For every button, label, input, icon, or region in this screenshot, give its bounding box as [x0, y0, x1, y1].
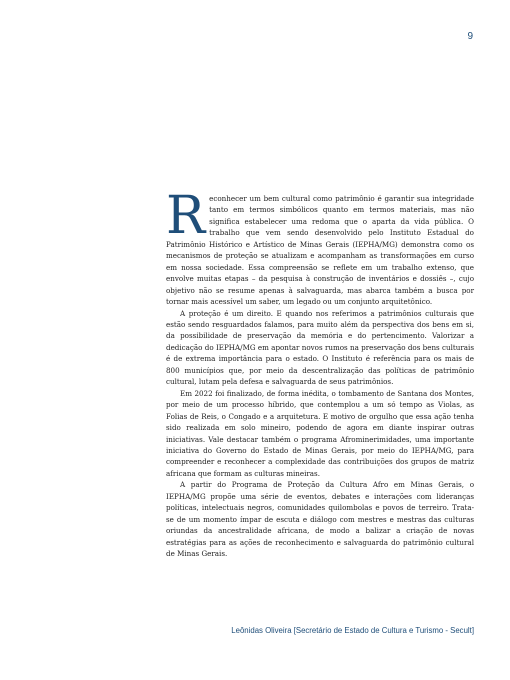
- article-body: [166, 186, 474, 560]
- paragraph-3: Em 2022 foi finalizado, de forma inédita, o tombamento de Santana dos Montes, por meio de um processo híbrido, que contemplou a um só tempo as Violas, as Folias de Reis, o Congado e a arquitetura. E motivo de orgulho que essa ação tenha sido realizada em solo mineiro, podendo de agora em diante inspirar outras iniciativas. Vale destacar também o programa Afrominerimidades, uma importante iniciativa do Governo do Estado de Minas Gerais, por meio do IEPHA/MG, para compreender e reconhecer a complexidade das contribuições dos grupos de matriz africana que formam as culturas mineiras.: [166, 388, 474, 478]
- paragraph-1: [166, 186, 474, 308]
- page-number: 9: [467, 31, 473, 42]
- drop-cap: R: [166, 186, 206, 246]
- paragraph-1-text: econhecer um bem cultural como patrimônio é garantir sua integridade tanto em termos simbólicos quanto em termos materiais, mas não significa estabelecer uma redoma que o aparta da vida pública. O trabalho que vem sendo desenvolvido pelo Instituto Estadual do Patrimônio Histórico e Artístico de Minas Gerais (IEPHA/MG) demonstra como os mecanismos de proteção se atualizam e acompanham as transformações em curso em nossa sociedade. Essa compreensão se reflete em um trabalho extenso, que envolve muitas etapas – da pesquisa à construção de inventários e dossiês –, cujo objetivo não se resume apenas à salvaguarda, mas abarca também a busca por tornar mais acessível um saber, um legado ou um conjunto arquitetônico.: [166, 194, 474, 307]
- paragraph-4: A partir do Programa de Proteção da Cultura Afro em Minas Gerais, o IEPHA/MG propõe uma série de eventos, debates e interações com lideranças políticas, intelectuais negros, comunidades quilombolas e povos de terreiro. Trata-se de um momento ímpar de escuta e diálogo com mestres e mestras das culturas oriundas da ancestralidade africana, de modo a balizar a criação de novas estratégias para as ações de reconhecimento e salvaguarda do patrimônio cultural de Minas Gerais.: [166, 480, 474, 559]
- author-signature: Leônidas Oliveira [Secretário de Estado de Cultura e Turismo - Secult]: [231, 626, 474, 635]
- paragraph-2: A proteção é um direito. E quando nos referimos a patrimônios culturais que estão sendo resguardados falamos, para muito além da perspectiva dos bens em si, da possibilidade de preservação da memória e do pertencimento. Valorizar a dedicação do IEPHA/MG em apontar novos rumos na preservação dos bens culturais é de extrema importância para o estado. O Instituto é referência para os mais de 800 municípios que, por meio da descentralização das políticas de patrimônio cultural, lutam pela defesa e salvaguarda de seus patrimônios.: [166, 308, 474, 387]
